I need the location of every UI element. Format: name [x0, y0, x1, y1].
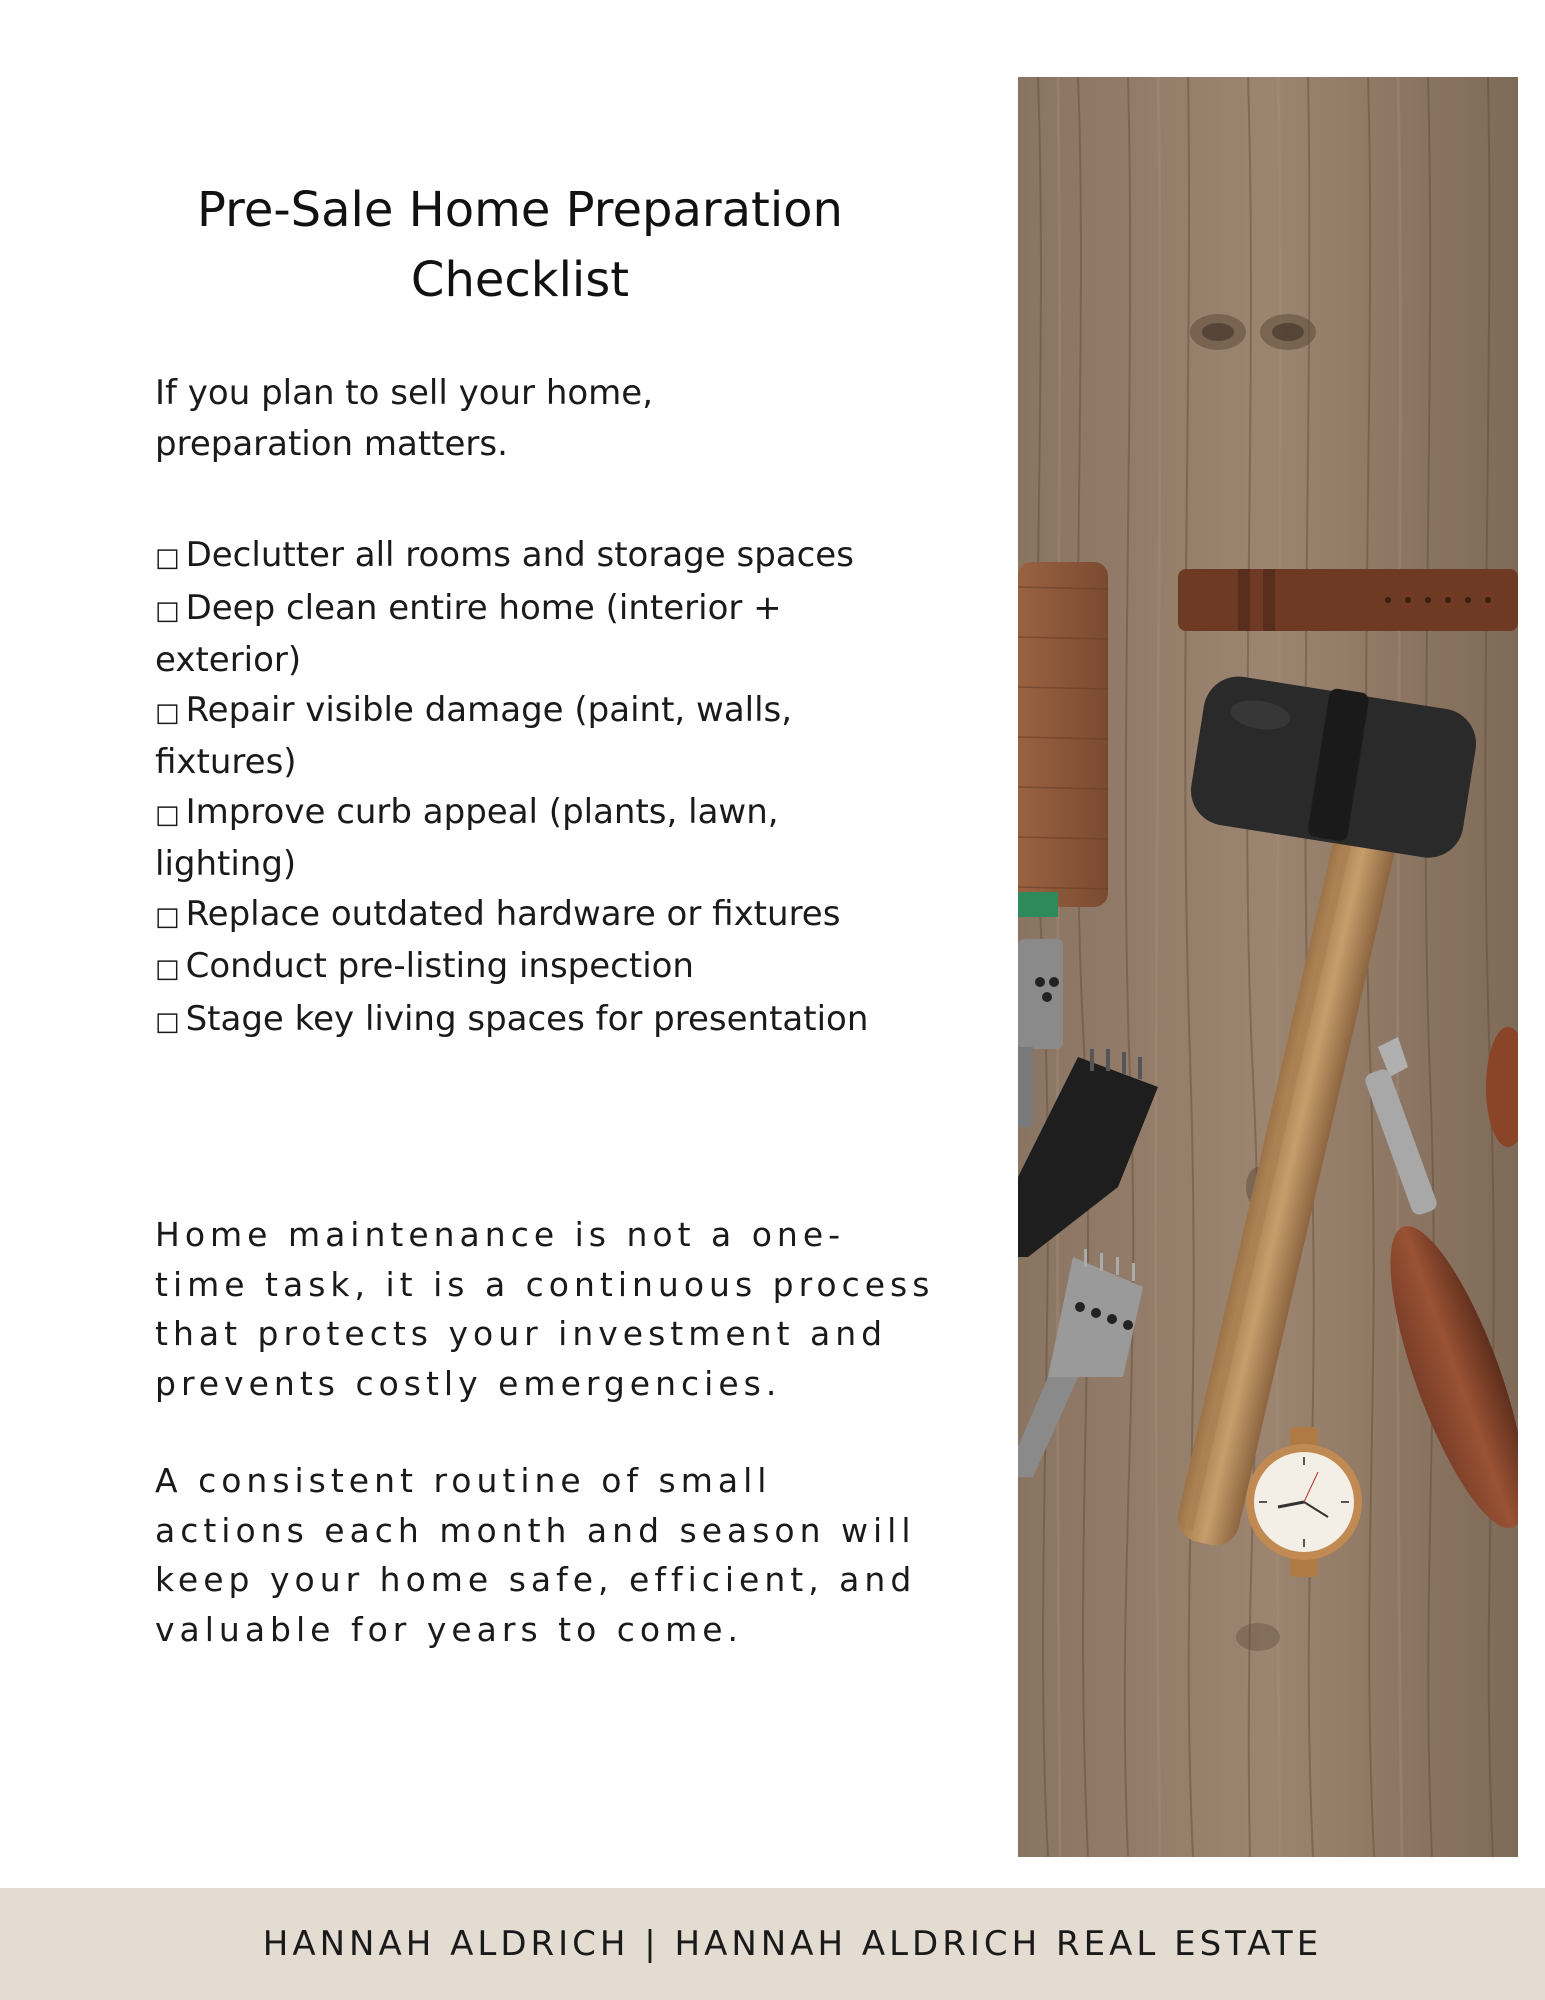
thread-spool-icon — [1018, 562, 1108, 917]
checklist-item-text: Stage key living spaces for presentation — [185, 998, 869, 1039]
checklist-item[interactable] — [155, 788, 945, 890]
checklist-item-text: Declutter all rooms and storage spaces — [185, 535, 854, 575]
checkbox-icon[interactable]: □ — [155, 1006, 180, 1037]
checkbox-icon[interactable]: □ — [155, 697, 180, 728]
paragraph-line: keep your home safe, efficient, and — [155, 1560, 917, 1599]
checklist-item[interactable] — [155, 890, 945, 943]
paragraph-line: actions each month and season will — [155, 1510, 916, 1550]
checklist-item-text: Replace outdated hardware or fixtures — [185, 893, 841, 934]
title-line-2: Checklist — [410, 252, 630, 308]
footer-text: HANNAH ALDRICH | HANNAH ALDRICH REAL ESTATE — [262, 1924, 1323, 1964]
maintenance-paragraph — [155, 1210, 955, 1408]
title-line-1: Pre-Sale Home Preparation — [197, 182, 843, 238]
paragraph-line: Home maintenance is not a one- — [155, 1215, 846, 1254]
checklist-item-text-cont: fixtures) — [155, 742, 297, 782]
paragraph-line: that protects your investment and — [155, 1314, 888, 1353]
paragraph-line: time task, it is a continuous process — [155, 1264, 935, 1304]
intro-text — [155, 368, 795, 470]
checkbox-icon[interactable]: □ — [155, 595, 180, 626]
page-title — [120, 175, 920, 315]
checkbox-icon[interactable]: □ — [155, 799, 180, 830]
paragraph-line: valuable for years to come. — [155, 1609, 744, 1649]
checklist-item[interactable] — [155, 584, 945, 686]
routine-paragraph — [155, 1456, 955, 1654]
checklist-item-text: Deep clean entire home (interior + — [185, 587, 782, 628]
checklist-item-text: Improve curb appeal (plants, lawn, — [185, 791, 779, 832]
checkbox-icon[interactable]: □ — [155, 901, 180, 932]
checklist-item-text: Conduct pre-listing inspection — [185, 946, 694, 986]
checklist-item[interactable] — [155, 531, 945, 584]
intro-line-2: preparation matters. — [155, 424, 508, 464]
tools-photo — [1018, 77, 1518, 1857]
checklist-item[interactable] — [155, 686, 945, 788]
tools-photo-svg — [1018, 77, 1518, 1857]
checklist — [155, 531, 945, 1047]
checkbox-icon[interactable]: □ — [155, 543, 180, 573]
checklist-item[interactable] — [155, 995, 945, 1048]
leather-strap-icon — [1178, 569, 1518, 631]
checkbox-icon[interactable]: □ — [155, 954, 180, 984]
paragraph-line: A consistent routine of small — [155, 1461, 772, 1500]
checklist-item-text-cont: lighting) — [155, 844, 297, 884]
intro-line-1: If you plan to sell your home, — [155, 373, 654, 413]
checklist-item-text: Repair visible damage (paint, walls, — [185, 689, 793, 730]
footer-bar — [0, 1888, 1545, 2000]
paragraph-line: prevents costly emergencies. — [155, 1363, 782, 1403]
checklist-item-text-cont: exterior) — [155, 640, 302, 680]
checklist-item[interactable] — [155, 942, 945, 995]
